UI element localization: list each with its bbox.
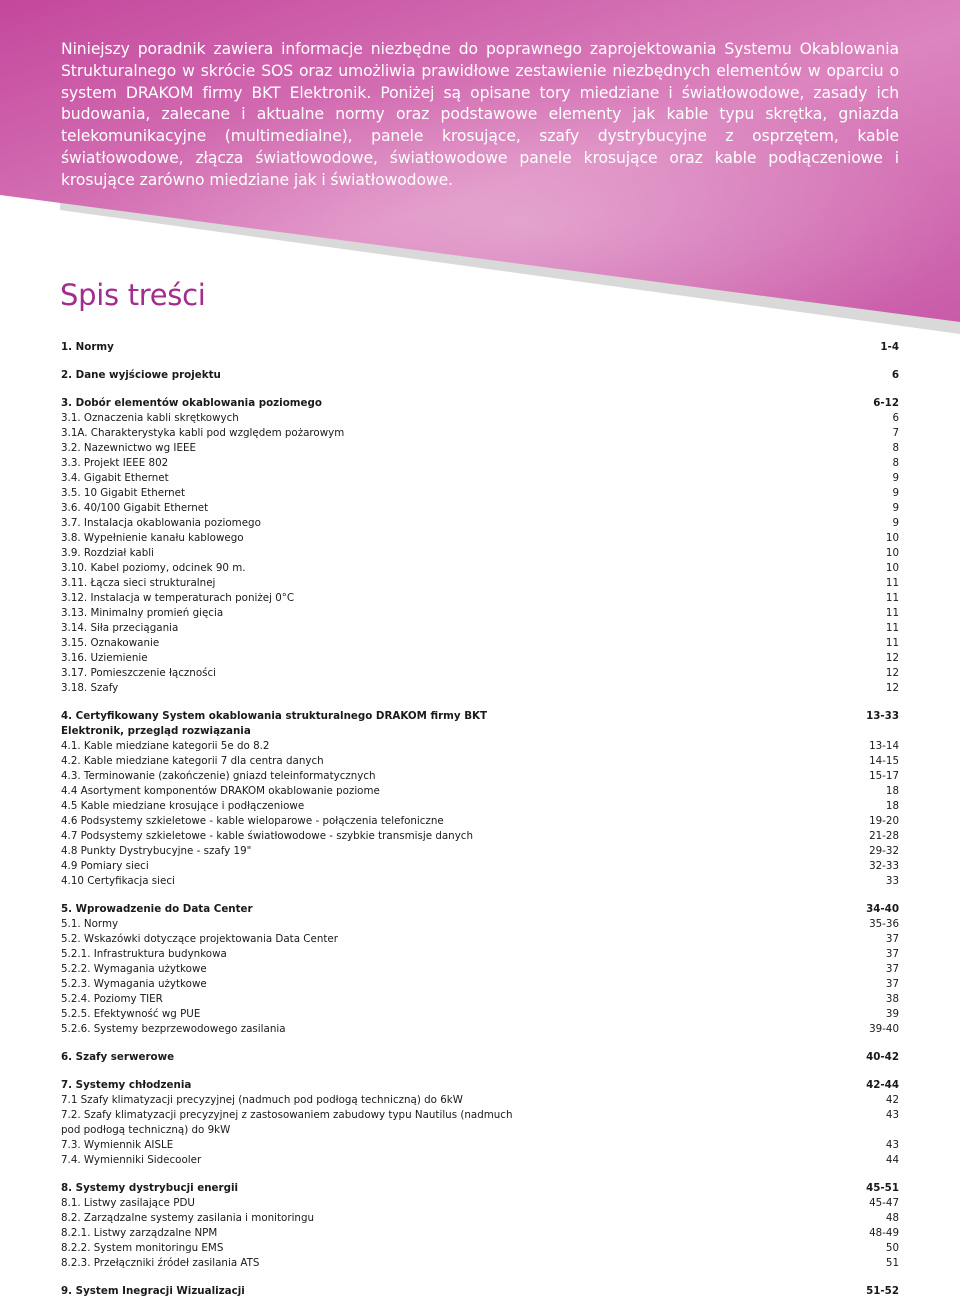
toc-entry-page: 50	[885, 1242, 899, 1254]
toc-section-label: 4. Certyfikowany System okablowania strukturalnego DRAKOM firmy BKT Elektronik, przegląd rozwiązania	[61, 710, 488, 737]
toc-entry[interactable]	[61, 769, 899, 784]
toc-entry[interactable]	[61, 1022, 899, 1037]
toc-entry-label: 5.2.2. Wymagania użytkowe	[61, 963, 207, 975]
toc-entry-page: 12	[885, 652, 899, 664]
toc-entry-page: 10	[885, 547, 899, 559]
toc-entry[interactable]	[61, 531, 899, 546]
toc-entry[interactable]	[61, 859, 899, 874]
toc-entry-page: 48	[885, 1212, 899, 1224]
toc-entry-page: 35-36	[869, 918, 899, 930]
toc-entry-page: 9	[892, 472, 899, 484]
toc-entry[interactable]	[61, 456, 899, 471]
toc-entry-label: 3.18. Szafy	[61, 682, 119, 694]
toc-entry-page: 12	[885, 682, 899, 694]
toc-section-page: 34-40	[866, 903, 899, 915]
toc-entry-page: 19-20	[869, 815, 899, 827]
toc-entry-page: 9	[892, 517, 899, 529]
toc-entry-label: 8.2.3. Przełączniki źródeł zasilania ATS	[61, 1257, 260, 1269]
toc-section	[61, 1284, 899, 1299]
toc-entry[interactable]	[61, 1226, 899, 1241]
toc-entry[interactable]	[61, 977, 899, 992]
toc-entry-page: 9	[892, 487, 899, 499]
toc-entry-label: 3.10. Kabel poziomy, odcinek 90 m.	[61, 562, 246, 574]
toc-entry[interactable]	[61, 1256, 899, 1271]
toc-entry-label: 3.3. Projekt IEEE 802	[61, 457, 169, 469]
toc-entry-page: 39	[885, 1008, 899, 1020]
toc-section-page: 1-4	[880, 341, 899, 353]
toc-entry-label: 7.3. Wymiennik AISLE	[61, 1139, 174, 1151]
toc-entry-label: 3.2. Nazewnictwo wg IEEE	[61, 442, 196, 454]
toc-section-page: 42-44	[866, 1079, 899, 1091]
toc-entry-page: 33	[885, 875, 899, 887]
toc-section-heading[interactable]	[61, 368, 899, 383]
toc-entry-label: 3.9. Rozdział kabli	[61, 547, 154, 559]
toc-section-heading[interactable]	[61, 709, 899, 739]
toc-entry-page: 11	[885, 637, 899, 649]
toc-entry-label: 3.1. Oznaczenia kabli skrętkowych	[61, 412, 239, 424]
toc-entry[interactable]	[61, 591, 899, 606]
toc-entry-page: 14-15	[869, 755, 899, 767]
toc-entry[interactable]	[61, 681, 899, 696]
toc-section-label: 1. Normy	[61, 341, 114, 353]
toc-entry-page: 39-40	[869, 1023, 899, 1035]
toc-entry-label: 3.1A. Charakterystyka kabli pod względem pożarowym	[61, 427, 345, 439]
toc-section-page: 6-12	[873, 397, 899, 409]
toc-section-page: 40-42	[866, 1051, 899, 1063]
toc-entry[interactable]	[61, 1138, 899, 1153]
toc-entry-label: 3.12. Instalacja w temperaturach poniżej 0°C	[61, 592, 295, 604]
toc-entry-label: 5.2.6. Systemy bezprzewodowego zasilania	[61, 1023, 286, 1035]
toc-entry-label: 5.2.1. Infrastruktura budynkowa	[61, 948, 227, 960]
toc-entry-label: 8.2.2. System monitoringu EMS	[61, 1242, 224, 1254]
toc-entry[interactable]	[61, 546, 899, 561]
toc-entry-label: 4.8 Punkty Dystrybucyjne - szafy 19"	[61, 845, 252, 857]
toc-entry-page: 51	[885, 1257, 899, 1269]
toc-section-label: 9. System Inegracji Wizualizacji	[61, 1285, 245, 1297]
toc-entry-label: 3.8. Wypełnienie kanału kablowego	[61, 532, 244, 544]
toc-entry-page: 38	[885, 993, 899, 1005]
toc-section	[61, 396, 899, 696]
toc-section	[61, 709, 899, 889]
toc-section-heading[interactable]	[61, 1284, 899, 1299]
toc-entry[interactable]	[61, 962, 899, 977]
toc-entry[interactable]	[61, 666, 899, 681]
toc-section-heading[interactable]	[61, 396, 899, 411]
toc-entry-page: 18	[885, 785, 899, 797]
toc-entry[interactable]	[61, 917, 899, 932]
toc-section	[61, 340, 899, 355]
toc-title: Spis treści	[60, 278, 206, 312]
toc-entry-label: 4.9 Pomiary sieci	[61, 860, 149, 872]
toc-entry-page: 37	[885, 963, 899, 975]
toc-entry-label: 4.6 Podsystemy szkieletowe - kable wieloparowe - połączenia telefoniczne	[61, 815, 444, 827]
toc-entry-label: 4.3. Terminowanie (zakończenie) gniazd teleinformatycznych	[61, 770, 376, 782]
toc-section-label: 7. Systemy chłodzenia	[61, 1079, 192, 1091]
toc-entry-page: 37	[885, 978, 899, 990]
toc-entry-page: 8	[892, 457, 899, 469]
toc-entry-label: 5.2.5. Efektywność wg PUE	[61, 1008, 201, 1020]
toc-entry-label: 8.1. Listwy zasilające PDU	[61, 1197, 195, 1209]
table-of-contents	[61, 340, 899, 1312]
toc-entry-page: 9	[892, 502, 899, 514]
toc-entry[interactable]	[61, 844, 899, 859]
toc-entry[interactable]	[61, 754, 899, 769]
toc-entry-label: 4.5 Kable miedziane krosujące i podłączeniowe	[61, 800, 305, 812]
toc-entry-label: 3.6. 40/100 Gigabit Ethernet	[61, 502, 209, 514]
toc-section-label: 8. Systemy dystrybucji energii	[61, 1182, 239, 1194]
toc-section-label: 3. Dobór elementów okablowania poziomego	[61, 397, 322, 409]
toc-entry-label: 4.2. Kable miedziane kategorii 7 dla centra danych	[61, 755, 324, 767]
toc-entry-label: 7.2. Szafy klimatyzacji precyzyjnej z zastosowaniem zabudowy typu Nautilus (nadmuch pod podłogą techniczną) do 9kW	[61, 1109, 513, 1136]
toc-entry-label: 7.1 Szafy klimatyzacji precyzyjnej (nadmuch pod podłogą techniczną) do 6kW	[61, 1094, 463, 1106]
toc-entry[interactable]	[61, 874, 899, 889]
toc-entry-page: 11	[885, 577, 899, 589]
toc-section	[61, 368, 899, 383]
toc-entry-label: 3.15. Oznakowanie	[61, 637, 160, 649]
toc-entry-label: 3.5. 10 Gigabit Ethernet	[61, 487, 186, 499]
toc-entry-label: 4.10 Certyfikacja sieci	[61, 875, 175, 887]
toc-entry[interactable]	[61, 1196, 899, 1211]
toc-entry[interactable]	[61, 486, 899, 501]
toc-entry[interactable]	[61, 739, 899, 754]
toc-entry-label: 7.4. Wymienniki Sidecooler	[61, 1154, 202, 1166]
toc-entry[interactable]	[61, 1093, 899, 1108]
toc-entry[interactable]	[61, 621, 899, 636]
toc-entry-page: 11	[885, 607, 899, 619]
toc-entry-page: 21-28	[869, 830, 899, 842]
toc-section-heading[interactable]	[61, 902, 899, 917]
toc-entry-page: 37	[885, 948, 899, 960]
toc-section-label: 5. Wprowadzenie do Data Center	[61, 903, 253, 915]
toc-entry-page: 15-17	[869, 770, 899, 782]
toc-entry-label: 5.1. Normy	[61, 918, 119, 930]
toc-entry[interactable]	[61, 651, 899, 666]
toc-entry[interactable]	[61, 576, 899, 591]
toc-section	[61, 1050, 899, 1065]
toc-entry[interactable]	[61, 814, 899, 829]
toc-entry-page: 45-47	[869, 1197, 899, 1209]
toc-entry-page: 10	[885, 532, 899, 544]
toc-entry[interactable]	[61, 947, 899, 962]
toc-section-heading[interactable]	[61, 1181, 899, 1196]
toc-entry[interactable]	[61, 932, 899, 947]
toc-entry[interactable]	[61, 1153, 899, 1168]
toc-entry-page: 37	[885, 933, 899, 945]
toc-entry[interactable]	[61, 411, 899, 426]
toc-entry-page: 42	[885, 1094, 899, 1106]
toc-entry[interactable]	[61, 516, 899, 531]
toc-entry-page: 32-33	[869, 860, 899, 872]
toc-entry-page: 10	[885, 562, 899, 574]
toc-entry-label: 3.7. Instalacja okablowania poziomego	[61, 517, 261, 529]
toc-entry[interactable]	[61, 471, 899, 486]
toc-entry-page: 11	[885, 622, 899, 634]
toc-entry-page: 43	[885, 1139, 899, 1151]
toc-entry-label: 3.14. Siła przeciągania	[61, 622, 179, 634]
toc-entry-page: 6	[892, 412, 899, 424]
toc-entry-label: 5.2. Wskazówki dotyczące projektowania Data Center	[61, 933, 338, 945]
toc-entry-label: 5.2.4. Poziomy TIER	[61, 993, 163, 1005]
toc-entry[interactable]	[61, 799, 899, 814]
toc-entry-page: 13-14	[869, 740, 899, 752]
toc-entry[interactable]	[61, 1241, 899, 1256]
toc-entry[interactable]	[61, 441, 899, 456]
toc-section-heading[interactable]	[61, 340, 899, 355]
toc-entry[interactable]	[61, 992, 899, 1007]
toc-section-page: 6	[891, 369, 899, 381]
toc-section-page: 45-51	[866, 1182, 899, 1194]
toc-section-label: 6. Szafy serwerowe	[61, 1051, 175, 1063]
toc-entry-page: 12	[885, 667, 899, 679]
toc-section-page: 51-52	[866, 1285, 899, 1297]
toc-entry[interactable]	[61, 784, 899, 799]
toc-section	[61, 1181, 899, 1271]
intro-paragraph: Niniejszy poradnik zawiera informacje niezbędne do poprawnego zaprojektowania Systemu Okablowania Strukturalnego w skrócie SOS oraz umożliwia prawidłowe zestawienie niezbędnych elementów w oparciu o system DRAKOM firmy BKT Elektronik. Poniżej są opisane tory miedziane i światłowodowe, zasady ich budowania, zalecane i aktualne normy oraz podstawowe elementy jak kable typu skrętka, gniazda telekomunikacyjne (multimedialne), panele krosujące, szafy dystrybucyjne z osprzętem, kable światłowodowe, złącza światłowodowe, światłowodowe panele krosujące oraz kable podłączeniowe i krosujące zarówno miedziane jak i światłowodowe.	[61, 40, 899, 189]
toc-section	[61, 902, 899, 1037]
toc-entry-label: 3.17. Pomieszczenie łączności	[61, 667, 217, 679]
toc-entry[interactable]	[61, 829, 899, 844]
toc-entry-label: 8.2.1. Listwy zarządzalne NPM	[61, 1227, 218, 1239]
toc-entry-page: 44	[885, 1154, 899, 1166]
toc-entry-label: 4.1. Kable miedziane kategorii 5e do 8.2	[61, 740, 270, 752]
toc-entry-page: 7	[892, 427, 899, 439]
toc-section-heading[interactable]	[61, 1050, 899, 1065]
toc-entry[interactable]	[61, 606, 899, 621]
toc-entry[interactable]	[61, 1007, 899, 1022]
toc-section-label: 2. Dane wyjściowe projektu	[61, 369, 221, 381]
toc-entry-label: 3.11. Łącza sieci strukturalnej	[61, 577, 216, 589]
toc-entry[interactable]	[61, 426, 899, 441]
toc-entry-label: 3.16. Uziemienie	[61, 652, 148, 664]
toc-entry-page: 43	[885, 1109, 899, 1121]
toc-entry[interactable]	[61, 1108, 899, 1138]
toc-entry[interactable]	[61, 1211, 899, 1226]
toc-entry[interactable]	[61, 501, 899, 516]
toc-section-page: 13-33	[866, 710, 899, 722]
toc-entry-page: 18	[885, 800, 899, 812]
toc-entry-page: 29-32	[869, 845, 899, 857]
toc-entry-label: 5.2.3. Wymagania użytkowe	[61, 978, 207, 990]
toc-entry-label: 4.4 Asortyment komponentów DRAKOM okablowanie poziome	[61, 785, 380, 797]
toc-entry-label: 3.4. Gigabit Ethernet	[61, 472, 169, 484]
toc-entry-page: 48-49	[869, 1227, 899, 1239]
toc-entry-label: 3.13. Minimalny promień gięcia	[61, 607, 224, 619]
toc-entry[interactable]	[61, 561, 899, 576]
toc-entry-label: 8.2. Zarządzalne systemy zasilania i monitoringu	[61, 1212, 315, 1224]
toc-entry[interactable]	[61, 636, 899, 651]
toc-entry-label: 4.7 Podsystemy szkieletowe - kable światłowodowe - szybkie transmisje danych	[61, 830, 473, 842]
toc-entry-page: 11	[885, 592, 899, 604]
toc-entry-page: 8	[892, 442, 899, 454]
toc-section	[61, 1078, 899, 1168]
toc-section-heading[interactable]	[61, 1078, 899, 1093]
